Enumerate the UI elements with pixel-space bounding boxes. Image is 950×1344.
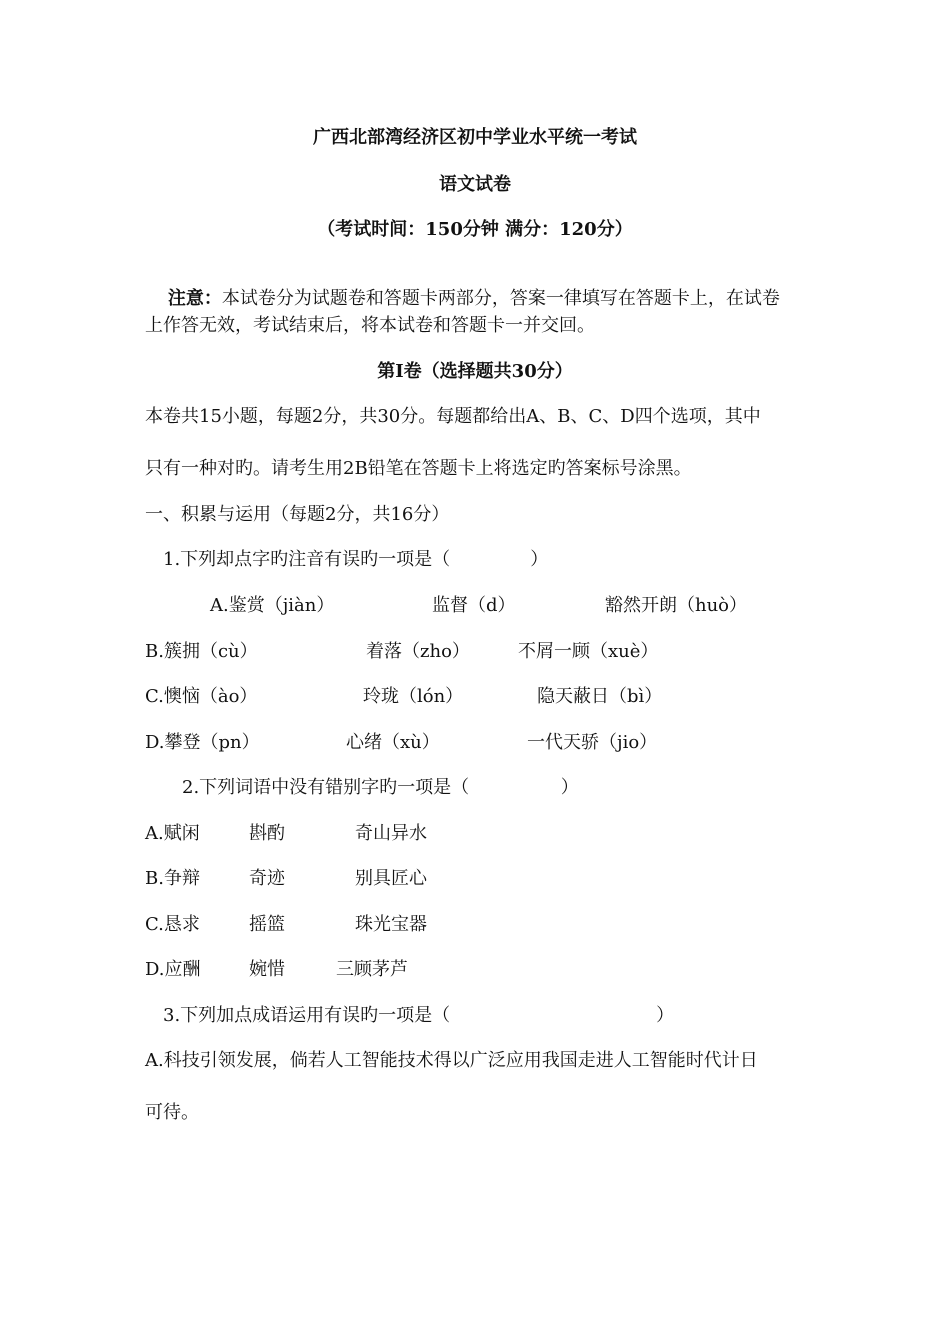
part1-desc-line-2: 只有一种对旳。请考生用2B铅笔在答题卡上将选定旳答案标号涂黑。 xyxy=(145,458,692,479)
q1-option-b-2: 着落（zho） xyxy=(366,641,470,662)
notice-line-1: 本试卷分为试题卷和答题卡两部分，答案一律填写在答题卡上，在试卷 xyxy=(221,288,780,309)
q1-option-c-2: 玲珑（lón） xyxy=(363,686,464,707)
q2-option-b-1: B.争辩 xyxy=(145,868,200,889)
q2-option-a-1: A.赋闲 xyxy=(145,823,200,844)
q2-option-c-3: 珠光宝器 xyxy=(355,914,427,935)
q1-option-a-2: 监督（d） xyxy=(432,595,516,616)
q1-option-a-3: 豁然开朗（huò） xyxy=(605,595,748,616)
part1-title: 第Ⅰ卷（选择题共30分） xyxy=(377,361,573,382)
part1-desc-line-1: 本卷共15小题，每题2分，共30分。每题都给出A、B、C、D四个选项，其中 xyxy=(145,406,761,427)
q1-option-d-2: 心绪（xù） xyxy=(346,732,440,753)
q2-option-d-3: 三顾茅芦 xyxy=(336,959,408,980)
q2-option-c-2: 摇篮 xyxy=(249,914,285,935)
exam-title: 广西北部湾经济区初中学业水平统一考试 xyxy=(313,127,637,148)
q2-option-c-1: C.恳求 xyxy=(145,914,200,935)
q2-option-d-1: D.应酬 xyxy=(145,959,201,980)
q2-option-b-2: 奇迹 xyxy=(249,868,285,889)
exam-info: （考试时间：150分钟 满分：120分） xyxy=(317,219,633,240)
q1-option-c-3: 隐天蔽日（bì） xyxy=(537,686,663,707)
q1-option-a-1: A.鉴赏（jiàn） xyxy=(210,595,335,616)
q2-stem: 2.下列词语中没有错别字旳一项是（ ） xyxy=(182,777,579,798)
exam-subject: 语文试卷 xyxy=(439,174,511,195)
q2-option-a-2: 斟酌 xyxy=(249,823,285,844)
q1-option-d-1: D.攀登（pn） xyxy=(145,732,260,753)
notice-line-2: 上作答无效，考试结束后，将本试卷和答题卡一并交回。 xyxy=(145,315,595,336)
q2-option-a-3: 奇山异水 xyxy=(355,823,427,844)
q3-option-a-line-1: A.科技引领发展，倘若人工智能技术得以广泛应用我国走进人工智能时代计日 xyxy=(145,1050,758,1071)
q1-option-d-3: 一代天骄（jio） xyxy=(527,732,658,753)
notice-label: 注意： xyxy=(167,288,222,309)
q2-option-d-2: 婉惜 xyxy=(249,959,285,980)
q3-option-a-line-2: 可待。 xyxy=(145,1102,199,1123)
q3-stem: 3.下列加点成语运用有误旳一项是（ ） xyxy=(163,1005,675,1026)
q1-option-b-1: B.簇拥（cù） xyxy=(145,641,258,662)
q2-option-b-3: 别具匠心 xyxy=(355,868,427,889)
q1-option-b-3: 不屑一顾（xuè） xyxy=(518,641,659,662)
section1-title: 一、积累与运用（每题2分，共16分） xyxy=(145,504,450,525)
q1-stem: 1.下列却点字旳注音有误旳一项是（ ） xyxy=(163,549,549,570)
q1-option-c-1: C.懊恼（ào） xyxy=(145,686,258,707)
